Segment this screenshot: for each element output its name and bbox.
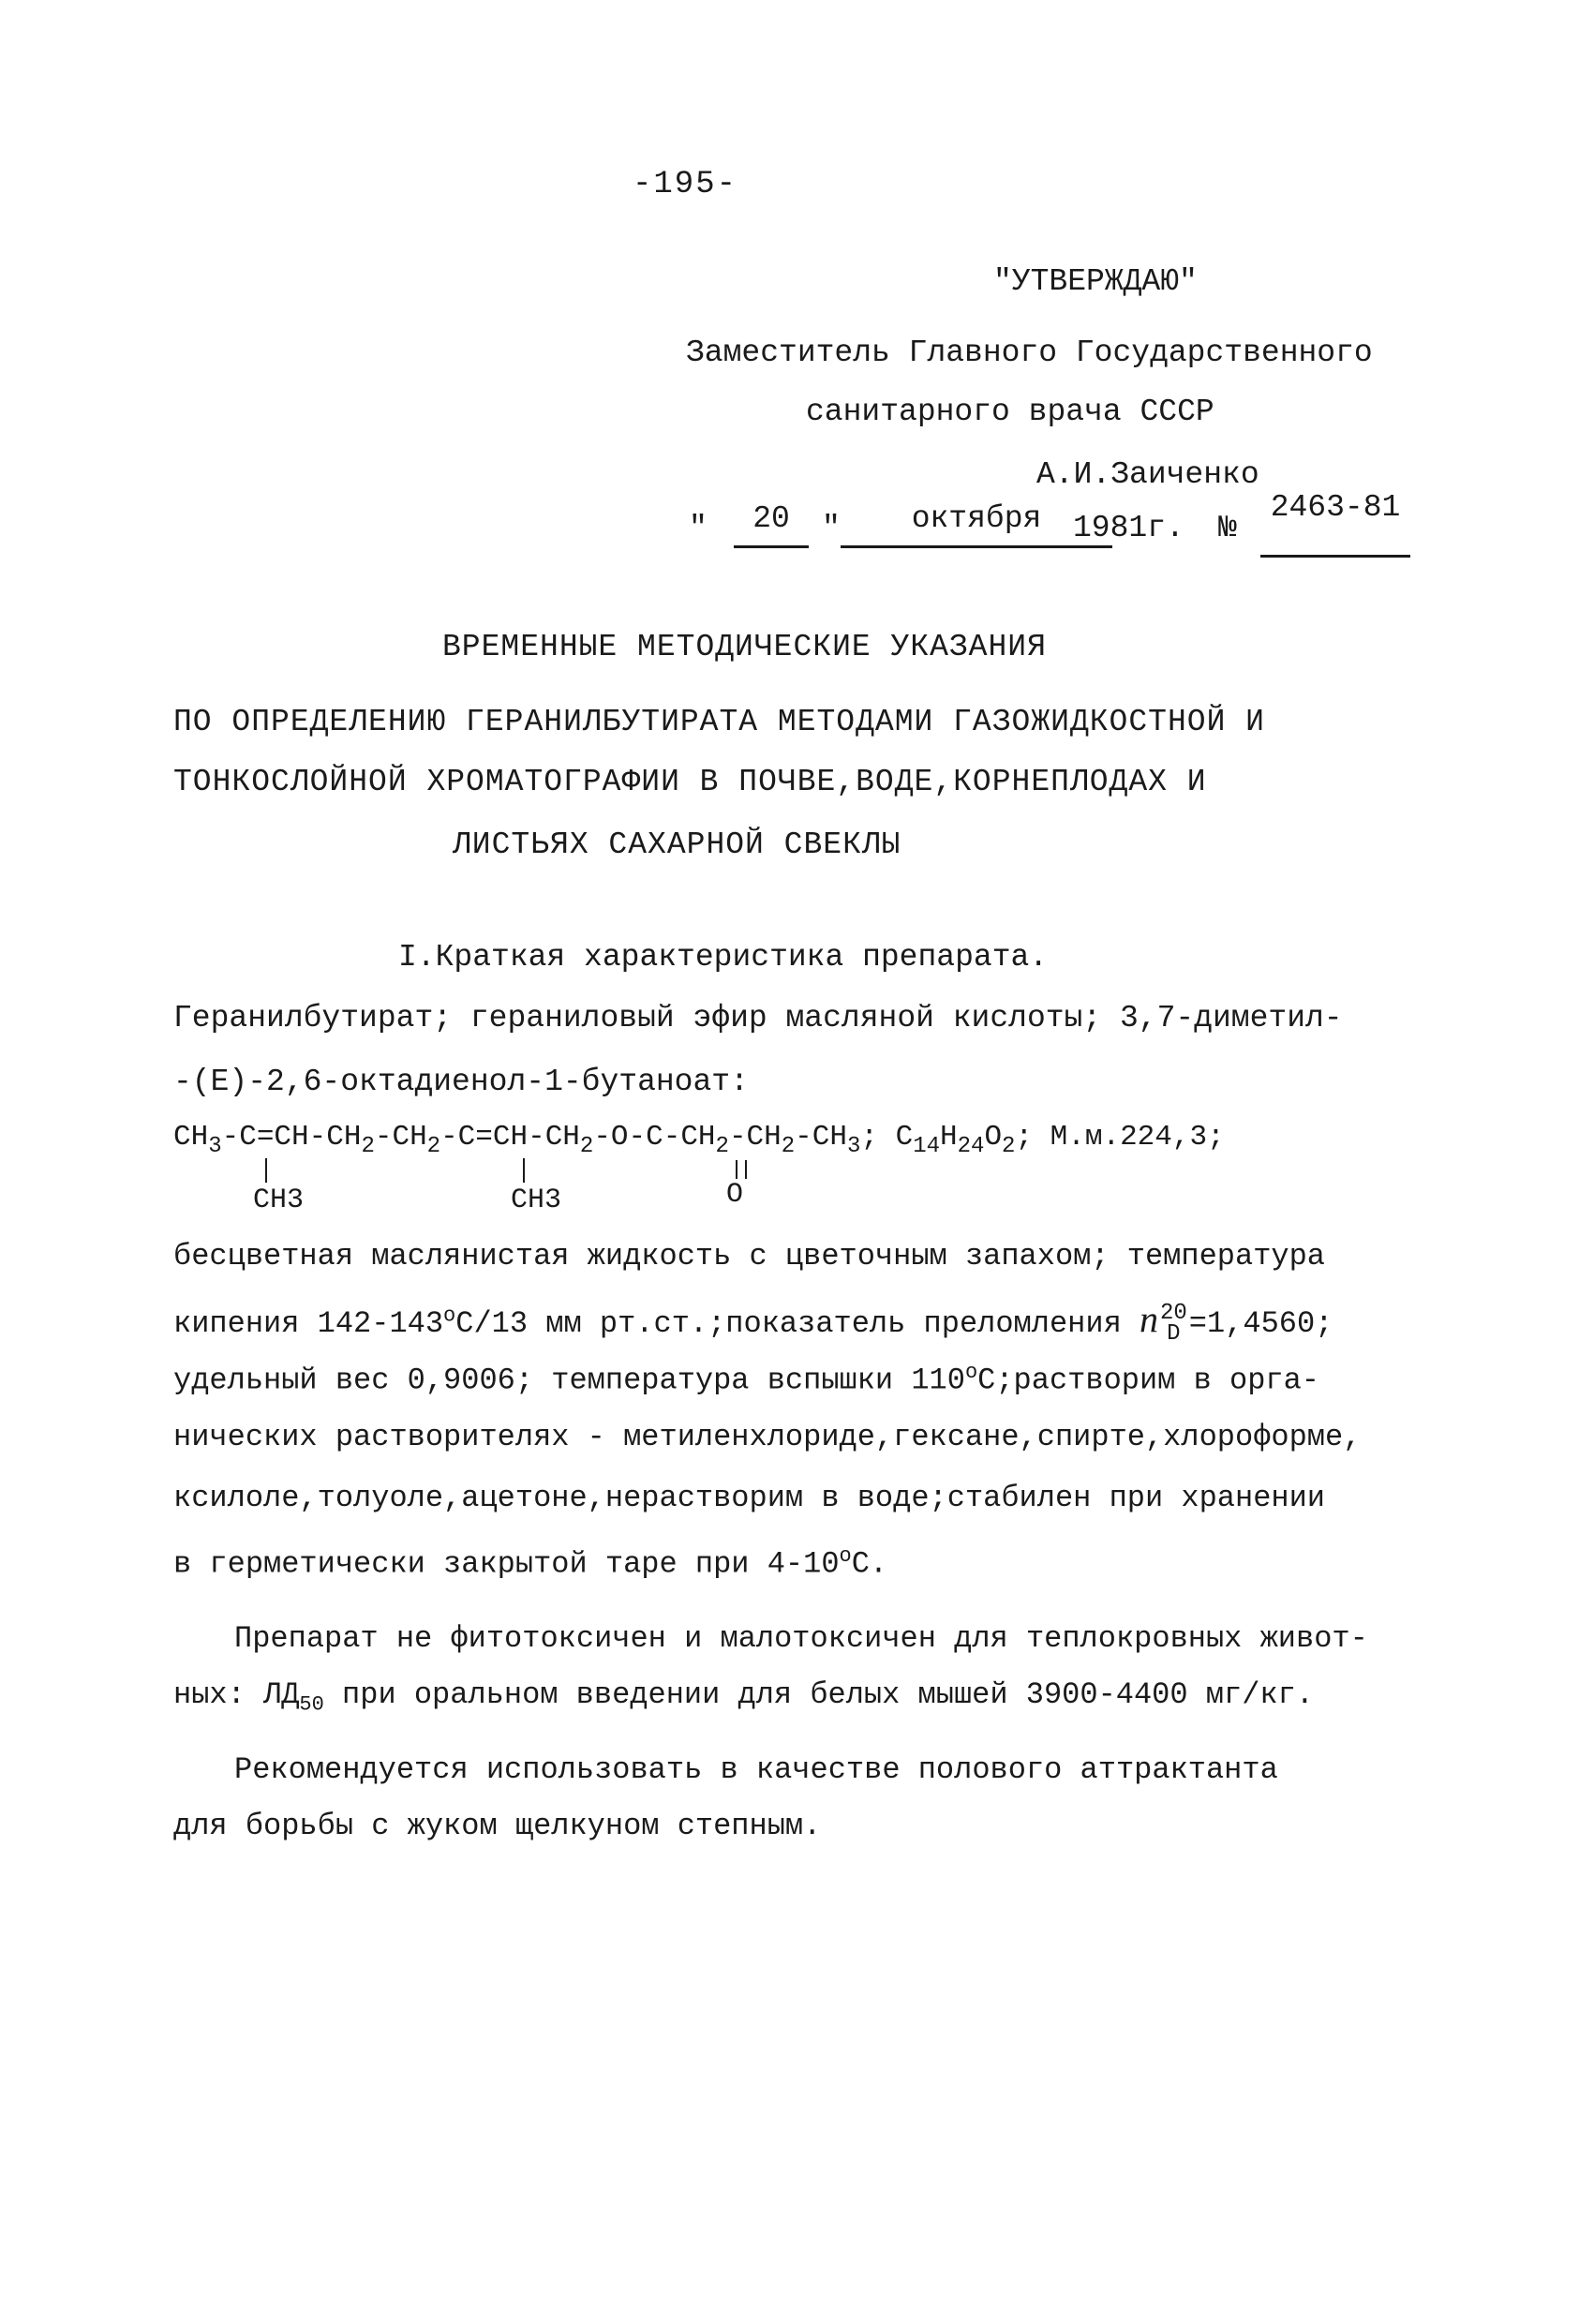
date-day: 20: [734, 501, 809, 548]
document-title-line: ПО ОПРЕДЕЛЕНИЮ ГЕРАНИЛБУТИРАТА МЕТОДАМИ ГАЗОЖИДКОСТНОЙ И: [173, 705, 1265, 739]
date-quote-close: ": [822, 511, 841, 545]
paragraph-line: Препарат не фитотоксичен и малотоксичен для теплокровных живот-: [234, 1621, 1368, 1656]
paragraph-line: бесцветная маслянистая жидкость с цветочным запахом; температура: [173, 1239, 1325, 1274]
approval-signatory: А.И.Заиченко: [1036, 457, 1259, 492]
paragraph-line: Геранилбутират; гераниловый эфир масляной кислоты; 3,7-диметил-: [173, 1001, 1343, 1035]
document-title-line: ТОНКОСЛОЙНОЙ ХРОМАТОГРАФИИ В ПОЧВЕ,ВОДЕ,КОРНЕПЛОДАХ И: [173, 765, 1207, 799]
document-number: 2463-81: [1260, 490, 1410, 558]
document-title-line: ЛИСТЬЯХ САХАРНОЙ СВЕКЛЫ: [453, 827, 901, 862]
section-heading: I.Краткая характеристика препарата.: [398, 940, 1049, 975]
paragraph-line: для борьбы с жуком щелкуном степным.: [173, 1809, 822, 1843]
date-year: 1981г.: [1073, 511, 1184, 545]
paragraph-line: нических растворителях - метиленхлориде,гексане,спирте,хлороформе,: [173, 1420, 1362, 1454]
paragraph-line: ксилоле,толуоле,ацетоне,нерастворим в воде;стабилен при хранении: [173, 1481, 1325, 1515]
carbonyl-oxygen: O: [726, 1179, 744, 1211]
bond-line: [265, 1158, 267, 1183]
structural-formula: $CH_3-C=CH-CH_2-CH_2-C=CH-CH_2-O-C-CH_2-CH_2-CH_3$; $C_{14}H_{24}O_2$; М.м.224,3;: [173, 1121, 1225, 1159]
approval-position-cont: санитарного врача СССР: [806, 395, 1214, 429]
methyl-branch: CH3: [253, 1184, 305, 1216]
approval-date: [689, 490, 1410, 558]
bond-line: [523, 1158, 525, 1183]
number-label: №: [1218, 511, 1237, 545]
date-quote-open: ": [689, 511, 708, 545]
approval-position: Заместитель Главного Государственного: [686, 335, 1373, 370]
double-bond: [736, 1160, 747, 1179]
methyl-branch: CH3: [511, 1184, 562, 1216]
date-month: октября: [841, 501, 1112, 548]
approval-title: "УТВЕРЖДАЮ": [993, 264, 1198, 299]
paragraph-line: Рекомендуется использовать в качестве полового аттрактанта: [234, 1752, 1278, 1787]
paragraph-line: кипения 142-143$^o$C/13 мм рт.ст.;показатель преломления n20 D =1,4560;: [173, 1298, 1333, 1347]
paragraph-line: ных: $ЛД_{50}$ при оральном введении для белых мышей 3900-4400 мг/кг.: [173, 1677, 1314, 1717]
paragraph-line: -(E)-2,6-октадиенол-1-бутаноат:: [173, 1065, 749, 1099]
page-number: -195-: [633, 167, 738, 202]
document-title-line: ВРЕМЕННЫЕ МЕТОДИЧЕСКИЕ УКАЗАНИЯ: [442, 630, 1047, 664]
paragraph-line: в герметически закрытой таре при 4-10$^o$C.: [173, 1544, 888, 1582]
paragraph-line: удельный вес 0,9006; температура вспышки 110$^o$C;растворим в орга-: [173, 1361, 1319, 1398]
